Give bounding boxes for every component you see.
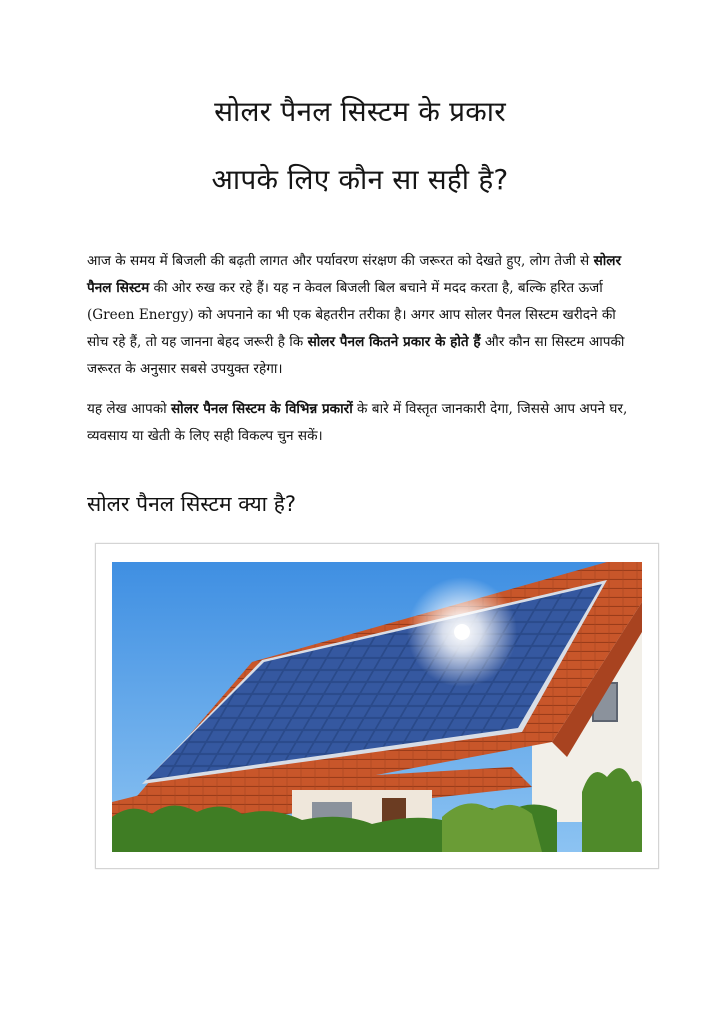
intro-text: और कौन सा सिस्टम आपकी जरूरत के अनुसार सबसे उपयुक्त रहेगा।	[87, 334, 625, 377]
section-heading: सोलर पैनल सिस्टम क्या है?	[87, 492, 297, 516]
intro-text: की ओर रुख कर रहे हैं। यह न केवल बिजली बिल बचाने में मदद करता है, बल्कि हरित ऊर्जा (Green Energy) को अपनाने का भी एक बेहतरीन तरीका है। अगर आप सोलर पैनल सिस्टम खरीदने की सोच रहे हैं, तो यह जानना बेहद जरूरी है कि	[87, 280, 616, 350]
page-title-line-2: आपके लिए कौन सा सही है?	[211, 163, 509, 196]
intro-text: आज के समय में बिजली की बढ़ती लागत और पर्यावरण संरक्षण की जरूरत को देखते हुए, लोग तेजी से	[87, 253, 594, 269]
intro-bold-panel-types: सोलर पैनल कितने प्रकार के होते हैं	[307, 334, 481, 350]
intro-text: यह लेख आपको	[87, 401, 171, 417]
intro-paragraph-1	[87, 248, 635, 383]
intro-paragraph-2	[87, 396, 635, 450]
page-title-line-1: सोलर पैनल सिस्टम के प्रकार	[214, 95, 506, 128]
intro-text: के बारे में विस्तृत जानकारी देगा, जिससे आप अपने घर, व्यवसाय या खेती के लिए सही विकल्प चुन सकें।	[87, 401, 628, 444]
intro-bold-solar-panel-system: सोलर पैनल सिस्टम	[87, 253, 622, 296]
solar-house-image-frame	[95, 543, 659, 869]
intro-bold-system-types: सोलर पैनल सिस्टम के विभिन्न प्रकारों	[170, 401, 353, 417]
solar-house-photo	[112, 562, 642, 852]
